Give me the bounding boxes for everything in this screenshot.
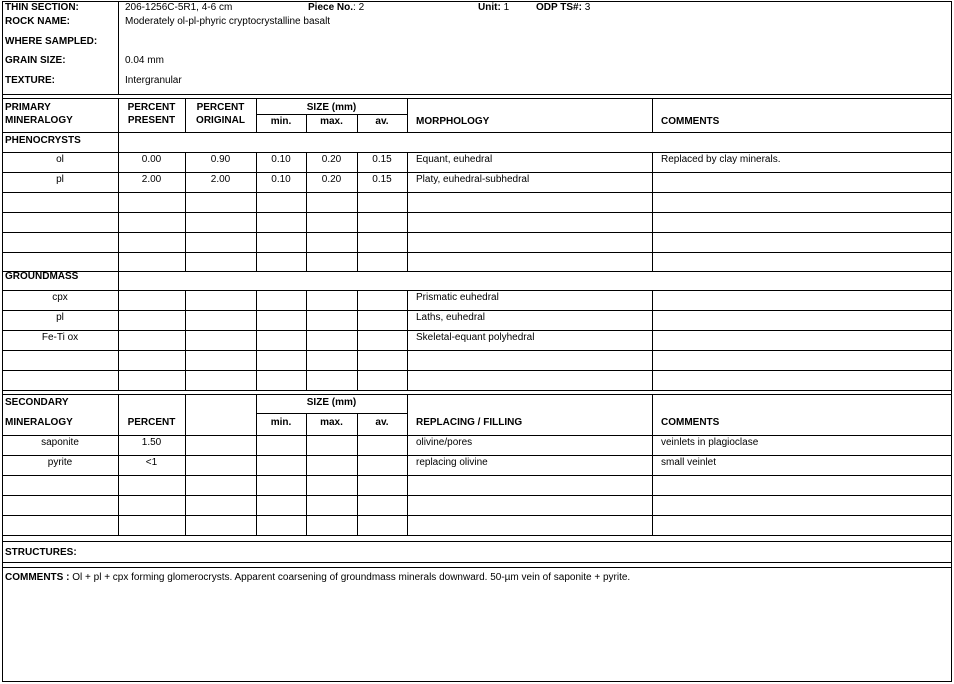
grid-line (2, 98, 952, 99)
grid-line (2, 390, 952, 391)
grid-line (306, 290, 307, 310)
texture-label: TEXTURE: (5, 75, 55, 86)
grid-line (2, 290, 952, 291)
grid-line (2, 271, 952, 272)
grid-line (185, 310, 186, 330)
grid-line (652, 290, 653, 310)
unit-value: 1 (503, 2, 510, 13)
grid-line (118, 330, 119, 350)
grid-line (306, 350, 307, 370)
grid-line (256, 212, 257, 232)
grid-line (357, 290, 358, 310)
grid-line (2, 152, 952, 153)
grid-line (306, 330, 307, 350)
grid-line (185, 370, 186, 390)
grid-line (306, 370, 307, 390)
grid-line (357, 310, 358, 330)
grid-line (306, 310, 307, 330)
thin-section-label: THIN SECTION: (5, 2, 79, 13)
size-max-cell: 0.20 (321, 154, 342, 165)
unit-field (478, 2, 509, 14)
grid-line (256, 310, 257, 330)
replacing-header: REPLACING / FILLING (416, 417, 523, 428)
grid-line (306, 435, 307, 455)
replacing-cell: replacing olivine (416, 457, 488, 468)
grid-line (407, 330, 408, 350)
grid-line (2, 94, 952, 95)
pct-original-header-2: ORIGINAL (196, 115, 245, 126)
grid-line (2, 541, 952, 542)
percent-cell: <1 (145, 457, 158, 468)
grid-line (407, 310, 408, 330)
piece-value: : 2 (353, 2, 365, 13)
odp-value: 3 (584, 2, 591, 13)
grid-line (2, 562, 952, 563)
piece-number (308, 2, 364, 14)
grid-line (652, 310, 653, 330)
size-min-header: min. (270, 116, 292, 127)
grid-line (185, 252, 186, 271)
odp-label: ODP TS#: (536, 2, 582, 13)
grid-line (357, 350, 358, 370)
percent-original-cell: 0.90 (210, 154, 231, 165)
grid-line (306, 192, 307, 212)
grid-line (306, 252, 307, 271)
percent-cell: 1.50 (141, 437, 162, 448)
grid-line (2, 310, 952, 311)
grid-line (306, 495, 307, 515)
grid-line (2, 192, 952, 193)
groundmass-label: GROUNDMASS (5, 271, 79, 282)
grid-line (256, 290, 257, 310)
grid-line (357, 232, 358, 252)
replacing-cell: olivine/pores (416, 437, 473, 448)
mineral-cell: pl (56, 174, 64, 185)
comments-text: Ol + pl + cpx forming glomerocrysts. Apparent coarsening of groundmass minerals downward. 50-µm vein of saponite + pyrite. (72, 572, 631, 583)
grid-line (357, 192, 358, 212)
grid-line (185, 192, 186, 212)
rock-name-label: ROCK NAME: (5, 16, 70, 27)
grid-line (357, 455, 358, 475)
grid-line (118, 232, 119, 252)
grid-line (256, 114, 407, 115)
grid-line (256, 330, 257, 350)
grid-line (2, 567, 952, 568)
grid-line (306, 515, 307, 535)
morphology-cell: Prismatic euhedral (416, 292, 499, 303)
where-sampled-label: WHERE SAMPLED: (5, 36, 98, 47)
grid-line (357, 330, 358, 350)
grid-line (407, 394, 408, 535)
grid-line (256, 192, 257, 212)
morphology-cell: Laths, euhedral (416, 312, 485, 323)
grid-line (652, 232, 653, 252)
pct-original-header-1: PERCENT (196, 102, 245, 113)
grid-line (2, 172, 952, 173)
secondary-percent-header: PERCENT (127, 417, 176, 428)
grid-line (652, 394, 653, 535)
grid-line (2, 330, 952, 331)
mineral-cell: pl (56, 312, 64, 323)
size-max-header: max. (320, 116, 343, 127)
grid-line (185, 394, 186, 535)
grid-line (357, 435, 358, 455)
morphology-cell: Platy, euhedral-subhedral (416, 174, 530, 185)
grid-line (118, 212, 119, 232)
grid-line (118, 370, 119, 390)
grid-line (652, 252, 653, 271)
mineral-cell: pyrite (47, 457, 73, 468)
grid-line (118, 350, 119, 370)
grid-line (118, 192, 119, 212)
size-header: SIZE (mm) (306, 102, 357, 113)
grid-line (185, 232, 186, 252)
size-max-cell: 0.20 (321, 174, 342, 185)
size-av-header: av. (375, 116, 389, 127)
pct-present-header-2: PRESENT (127, 115, 176, 126)
grid-line (2, 350, 952, 351)
morphology-header: MORPHOLOGY (416, 116, 490, 127)
grid-line (256, 350, 257, 370)
comments-line (5, 572, 630, 584)
grid-line (256, 232, 257, 252)
primary-header-2: MINERALOGY (5, 115, 73, 126)
grid-line (407, 152, 408, 172)
secondary-min-header: min. (270, 417, 292, 428)
grid-line (357, 495, 358, 515)
grid-line (2, 252, 952, 253)
texture-value: Intergranular (125, 75, 182, 86)
secondary-max-header: max. (320, 417, 343, 428)
grid-line (2, 515, 952, 516)
grid-line (407, 98, 408, 132)
grid-line (407, 192, 408, 212)
secondary-header-2: MINERALOGY (5, 417, 73, 428)
morphology-cell: Equant, euhedral (416, 154, 493, 165)
grid-line (2, 212, 952, 213)
grid-line (407, 212, 408, 232)
size-av-cell: 0.15 (372, 154, 392, 165)
grid-line (407, 172, 408, 192)
pct-present-header-1: PERCENT (127, 102, 176, 113)
morphology-cell: Skeletal-equant polyhedral (416, 332, 535, 343)
piece-label: Piece No. (308, 2, 354, 13)
grain-size-label: GRAIN SIZE: (5, 55, 66, 66)
grid-line (407, 252, 408, 271)
grid-line (357, 370, 358, 390)
grid-line (407, 232, 408, 252)
primary-header-1: PRIMARY (5, 102, 51, 113)
grid-line (652, 212, 653, 232)
grid-line (256, 394, 257, 535)
unit-label: Unit: (478, 2, 501, 13)
grid-line (306, 212, 307, 232)
grid-line (306, 232, 307, 252)
grid-line (2, 535, 952, 536)
grid-line (652, 98, 653, 132)
grid-line (118, 310, 119, 330)
secondary-size-header: SIZE (mm) (306, 397, 357, 408)
grid-line (118, 290, 119, 310)
grid-line (185, 290, 186, 310)
mineral-cell: cpx (52, 292, 68, 303)
mineral-cell: saponite (41, 437, 79, 448)
odp-field (536, 2, 590, 14)
grid-line (2, 132, 952, 133)
comments-cell: veinlets in plagioclase (661, 437, 759, 448)
grid-line (357, 212, 358, 232)
grid-line (306, 475, 307, 495)
grid-line (2, 475, 952, 476)
mineral-cell: ol (56, 154, 64, 165)
comments-cell: small veinlet (661, 457, 717, 468)
structures-label: STRUCTURES: (5, 547, 77, 558)
grid-line (652, 350, 653, 370)
mineral-cell: Fe-Ti ox (41, 332, 79, 343)
grid-line (407, 290, 408, 310)
secondary-header-1: SECONDARY (5, 397, 69, 408)
grid-line (407, 370, 408, 390)
grid-line (652, 370, 653, 390)
grid-line (256, 370, 257, 390)
grid-line (357, 252, 358, 271)
grid-line (2, 370, 952, 371)
secondary-comments-header: COMMENTS (661, 417, 720, 428)
percent-present-cell: 0.00 (141, 154, 162, 165)
grid-line (357, 475, 358, 495)
size-av-cell: 0.15 (372, 174, 392, 185)
grid-line (256, 252, 257, 271)
grid-line (118, 271, 119, 290)
size-min-cell: 0.10 (271, 174, 291, 185)
grid-line (2, 232, 952, 233)
percent-original-cell: 2.00 (210, 174, 231, 185)
grid-line (652, 172, 653, 192)
grid-line (306, 455, 307, 475)
grain-size-value: 0.04 mm (125, 55, 164, 66)
grid-line (2, 435, 952, 436)
grid-line (652, 152, 653, 172)
phenocrysts-label: PHENOCRYSTS (5, 135, 81, 146)
comments-cell: Replaced by clay minerals. (661, 154, 781, 165)
comments-header: COMMENTS (661, 116, 720, 127)
grid-line (185, 350, 186, 370)
grid-line (2, 495, 952, 496)
comments-label: COMMENTS : (5, 572, 70, 583)
grid-line (2, 394, 952, 395)
grid-line (2, 455, 952, 456)
thin-section-value: 206-1256C-5R1, 4-6 cm (125, 2, 233, 13)
grid-line (652, 192, 653, 212)
grid-line (185, 212, 186, 232)
grid-line (185, 330, 186, 350)
grid-line (118, 252, 119, 271)
size-min-cell: 0.10 (271, 154, 291, 165)
percent-present-cell: 2.00 (141, 174, 162, 185)
secondary-av-header: av. (375, 417, 389, 428)
grid-line (118, 1, 119, 94)
rock-name-value: Moderately ol-pl-phyric cryptocrystalline basalt (125, 16, 331, 27)
grid-line (407, 350, 408, 370)
grid-line (357, 515, 358, 535)
grid-line (256, 413, 407, 414)
grid-line (652, 330, 653, 350)
